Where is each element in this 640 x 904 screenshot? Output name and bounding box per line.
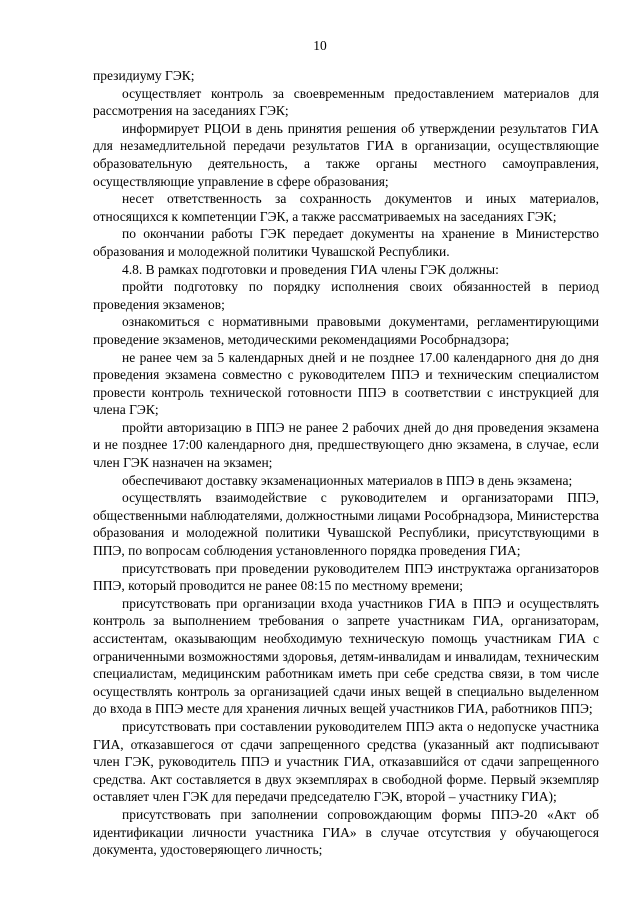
paragraph: по окончании работы ГЭК передает документы на хранение в Министерство образования и молодежной политики Чувашской Республики. [93, 226, 599, 259]
paragraph: несет ответственность за сохранность документов и иных материалов, относящихся к компетенции ГЭК, а также рассматриваемых на заседаниях ГЭК; [93, 191, 599, 224]
section-heading-4-8: 4.8. В рамках подготовки и проведения ГИА члены ГЭК должны: [122, 261, 499, 277]
document-body [93, 67, 599, 859]
paragraph: присутствовать при составлении руководителем ППЭ акта о недопуске участника ГИА, отказавшегося от сдачи запрещенного средства (указанный акт подписывают член ГЭК, руководитель ППЭ и участник ГИА, отказавшийся от сдачи запрещенного средства. Акт составляется в двух экземплярах в свободной форме. Первый экземпляр оставляет член ГЭК для передачи председателю ГЭК, второй – участнику ГИА); [93, 718, 599, 805]
paragraph: присутствовать при проведении руководителем ППЭ инструктажа организаторов ППЭ, который проводится не ранее 08:15 по местному времени; [93, 560, 599, 594]
paragraph: присутствовать при заполнении сопровождающим формы ППЭ-20 «Акт об идентификации личности участника ГИА» в случае отсутствия у обучающегося документа, удостоверяющего личность; [93, 806, 599, 858]
paragraph: присутствовать при организации входа участников ГИА в ППЭ и осуществлять контроль за выполнением требования о запрете участникам ГИА, организаторам, ассистентам, оказывающим необходимую техническую помощь участникам ГИА с ограниченными возможностями здоровья, детям-инвалидам и инвалидам, техническим специалистам, медицинским работникам иметь при себе средства связи, в том числе осуществлять контроль за организацией сдачи иных вещей в специально выделенном до входа в ППЭ месте для хранения личных вещей участников ГИА, работников ППЭ; [93, 595, 599, 717]
paragraph: не ранее чем за 5 календарных дней и не позднее 17.00 календарного дня до дня проведения экзамена совместно с руководителем ППЭ и техническим специалистом провести контроль технической готовности ППЭ в соответствии с инструкцией для члена ГЭК; [93, 349, 599, 418]
paragraph: пройти подготовку по порядку исполнения своих обязанностей в период проведения экзаменов; [93, 279, 599, 312]
paragraph: обеспечивают доставку экзаменационных материалов в ППЭ в день экзамена; [122, 472, 573, 488]
paragraph: ознакомиться с нормативными правовыми документами, регламентирующими проведение экзаменов, методическими рекомендациями Рособрнадзора; [93, 314, 599, 347]
paragraph: осуществляет контроль за своевременным предоставлением материалов для рассмотрения на заседаниях ГЭК; [93, 85, 599, 119]
paragraph: президиуму ГЭК; [93, 68, 195, 83]
paragraph: пройти авторизацию в ППЭ не ранее 2 рабочих дней до дня проведения экзамена и не позднее 17:00 календарного дня, предшествующего дню экзамена, в случае, если член ГЭК назначен на экзамен; [93, 419, 599, 471]
page-number: 10 [313, 38, 327, 53]
paragraph: информирует РЦОИ в день принятия решения об утверждении результатов ГИА для незамедлительной передачи результатов ГИА в организации, осуществляющие образовательную деятельность, а также органы местного самоуправления, осуществляющие управление в сфере образования; [93, 120, 599, 189]
paragraph: осуществлять взаимодействие с руководителем и организаторами ППЭ, общественными наблюдателями, должностными лицами Рособрнадзора, Министерства образования и молодежной политики Чувашской Республики, присутствующими в ППЭ, по вопросам соблюдения установленного порядка проведения ГИА; [93, 490, 599, 559]
